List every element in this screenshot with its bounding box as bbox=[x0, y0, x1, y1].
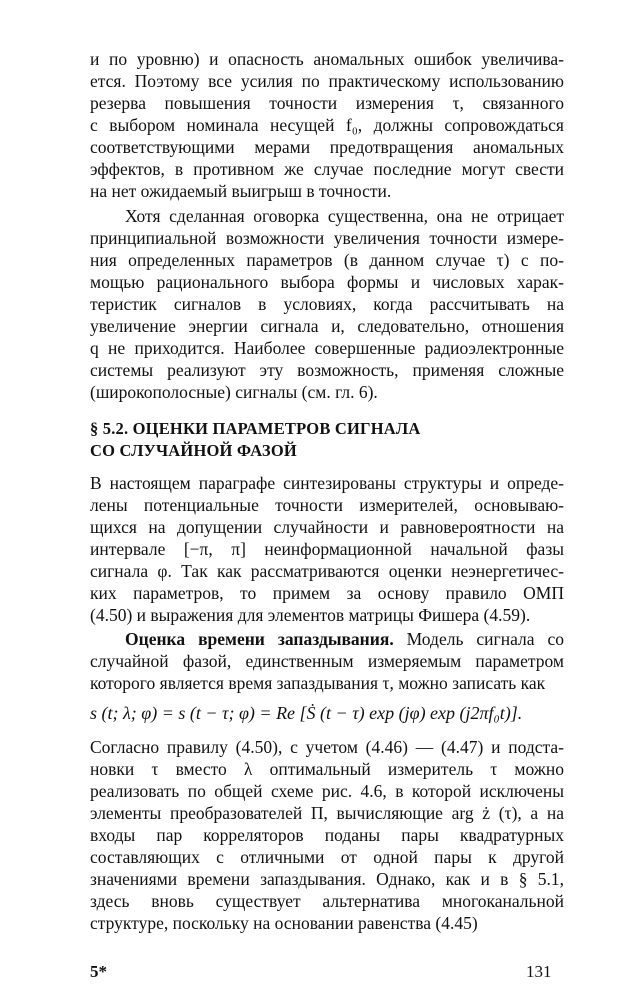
text-line: щихся на допущении случайности и равновероятности на bbox=[90, 517, 564, 537]
text-line: случайной фазой, единственным измеряемым параметром bbox=[90, 651, 564, 671]
text-line: составляющих с отличными от одной пары к другой bbox=[90, 847, 564, 867]
text-line: соответствующими мерами предотвращения аномальных bbox=[90, 137, 564, 157]
text-line: мощью рационального выбора формы и числовых харак- bbox=[90, 272, 564, 292]
text-line: ется. Поэтому все усилия по практическому использованию bbox=[90, 71, 564, 91]
text-run: Модель сигнала со bbox=[393, 629, 564, 649]
text-line: В настоящем параграфе синтезированы структуры и опреде- bbox=[90, 473, 564, 493]
text-line: здесь вновь существует альтернатива многоканальной bbox=[90, 891, 564, 911]
page-number: 131 bbox=[526, 962, 552, 981]
section-heading-line: СО СЛУЧАЙНОЙ ФАЗОЙ bbox=[90, 441, 297, 460]
printer-signature: 5* bbox=[90, 962, 107, 981]
text-line: новки τ вместо λ оптимальный измеритель τ можно bbox=[90, 759, 564, 779]
text-line: (широкополосные) сигналы (см. гл. 6). bbox=[90, 382, 378, 402]
text-line: ких параметров, то примем за основу правило ОМП bbox=[90, 583, 564, 603]
text-line: ния определенных параметров (в данном случае τ) с по- bbox=[90, 250, 564, 270]
text-line: реализовать по общей схеме рис. 4.6, в которой исключены bbox=[90, 781, 564, 801]
text-line: эффектов, в противном же случае последние могут свести bbox=[90, 159, 564, 179]
text-line: сигнала φ. Так как рассматриваются оценки неэнергетичес- bbox=[90, 561, 564, 581]
text-line: и по уровню) и опасность аномальных ошибок увеличива- bbox=[90, 49, 564, 69]
text-line: на нет ожидаемый выигрыш в точности. bbox=[90, 181, 392, 201]
text-line: значениями времени запаздывания. Однако, как и в § 5.1, bbox=[90, 869, 564, 889]
text-line: (4.50) и выражения для элементов матрицы Фишера (4.59). bbox=[90, 605, 531, 625]
text-line: резерва повышения точности измерения τ, связанного bbox=[90, 93, 564, 113]
text-line: Согласно правилу (4.50), с учетом (4.46) — (4.47) и подста- bbox=[90, 737, 564, 757]
text-line: лены потенциальные точности измерителей, основываю- bbox=[90, 495, 564, 515]
text-line: с выбором номинала несущей f₀, должны сопровождаться bbox=[90, 115, 564, 135]
text-line: входы пар корреляторов поданы пары квадратурных bbox=[90, 825, 564, 845]
text-line: q не приходится. Наиболее совершенные радиоэлектронные bbox=[90, 338, 564, 358]
section-heading-line: § 5.2. ОЦЕНКИ ПАРАМЕТРОВ СИГНАЛА bbox=[90, 419, 421, 438]
text-line: увеличение энергии сигнала и, следовательно, отношения bbox=[90, 316, 564, 336]
text-line bbox=[125, 628, 564, 650]
equation-signal-model: s (t; λ; φ) = s (t − τ; φ) = Re [Ṡ (t − τ) exp (jφ) exp (j2πf₀t)]. bbox=[90, 703, 523, 723]
text-line: теристик сигналов в условиях, когда рассчитывать на bbox=[90, 294, 564, 314]
text-line: принципиальной возможности увеличения точности измере- bbox=[90, 228, 564, 248]
text-line: Хотя сделанная оговорка существенна, она не отрицает bbox=[125, 206, 564, 226]
text-line: элементы преобразователей П, вычисляющие arg ż (τ), а на bbox=[90, 803, 564, 823]
text-line: структуре, поскольку на основании равенства (4.45) bbox=[90, 913, 478, 933]
text-line: интервале [−π, π] неинформационной начальной фазы bbox=[90, 539, 564, 559]
run-in-heading: Оценка времени запаздывания. bbox=[125, 629, 394, 649]
text-line: системы реализуют эту возможность, применяя сложные bbox=[90, 360, 564, 380]
text-line: которого является время запаздывания τ, можно записать как bbox=[90, 673, 546, 693]
